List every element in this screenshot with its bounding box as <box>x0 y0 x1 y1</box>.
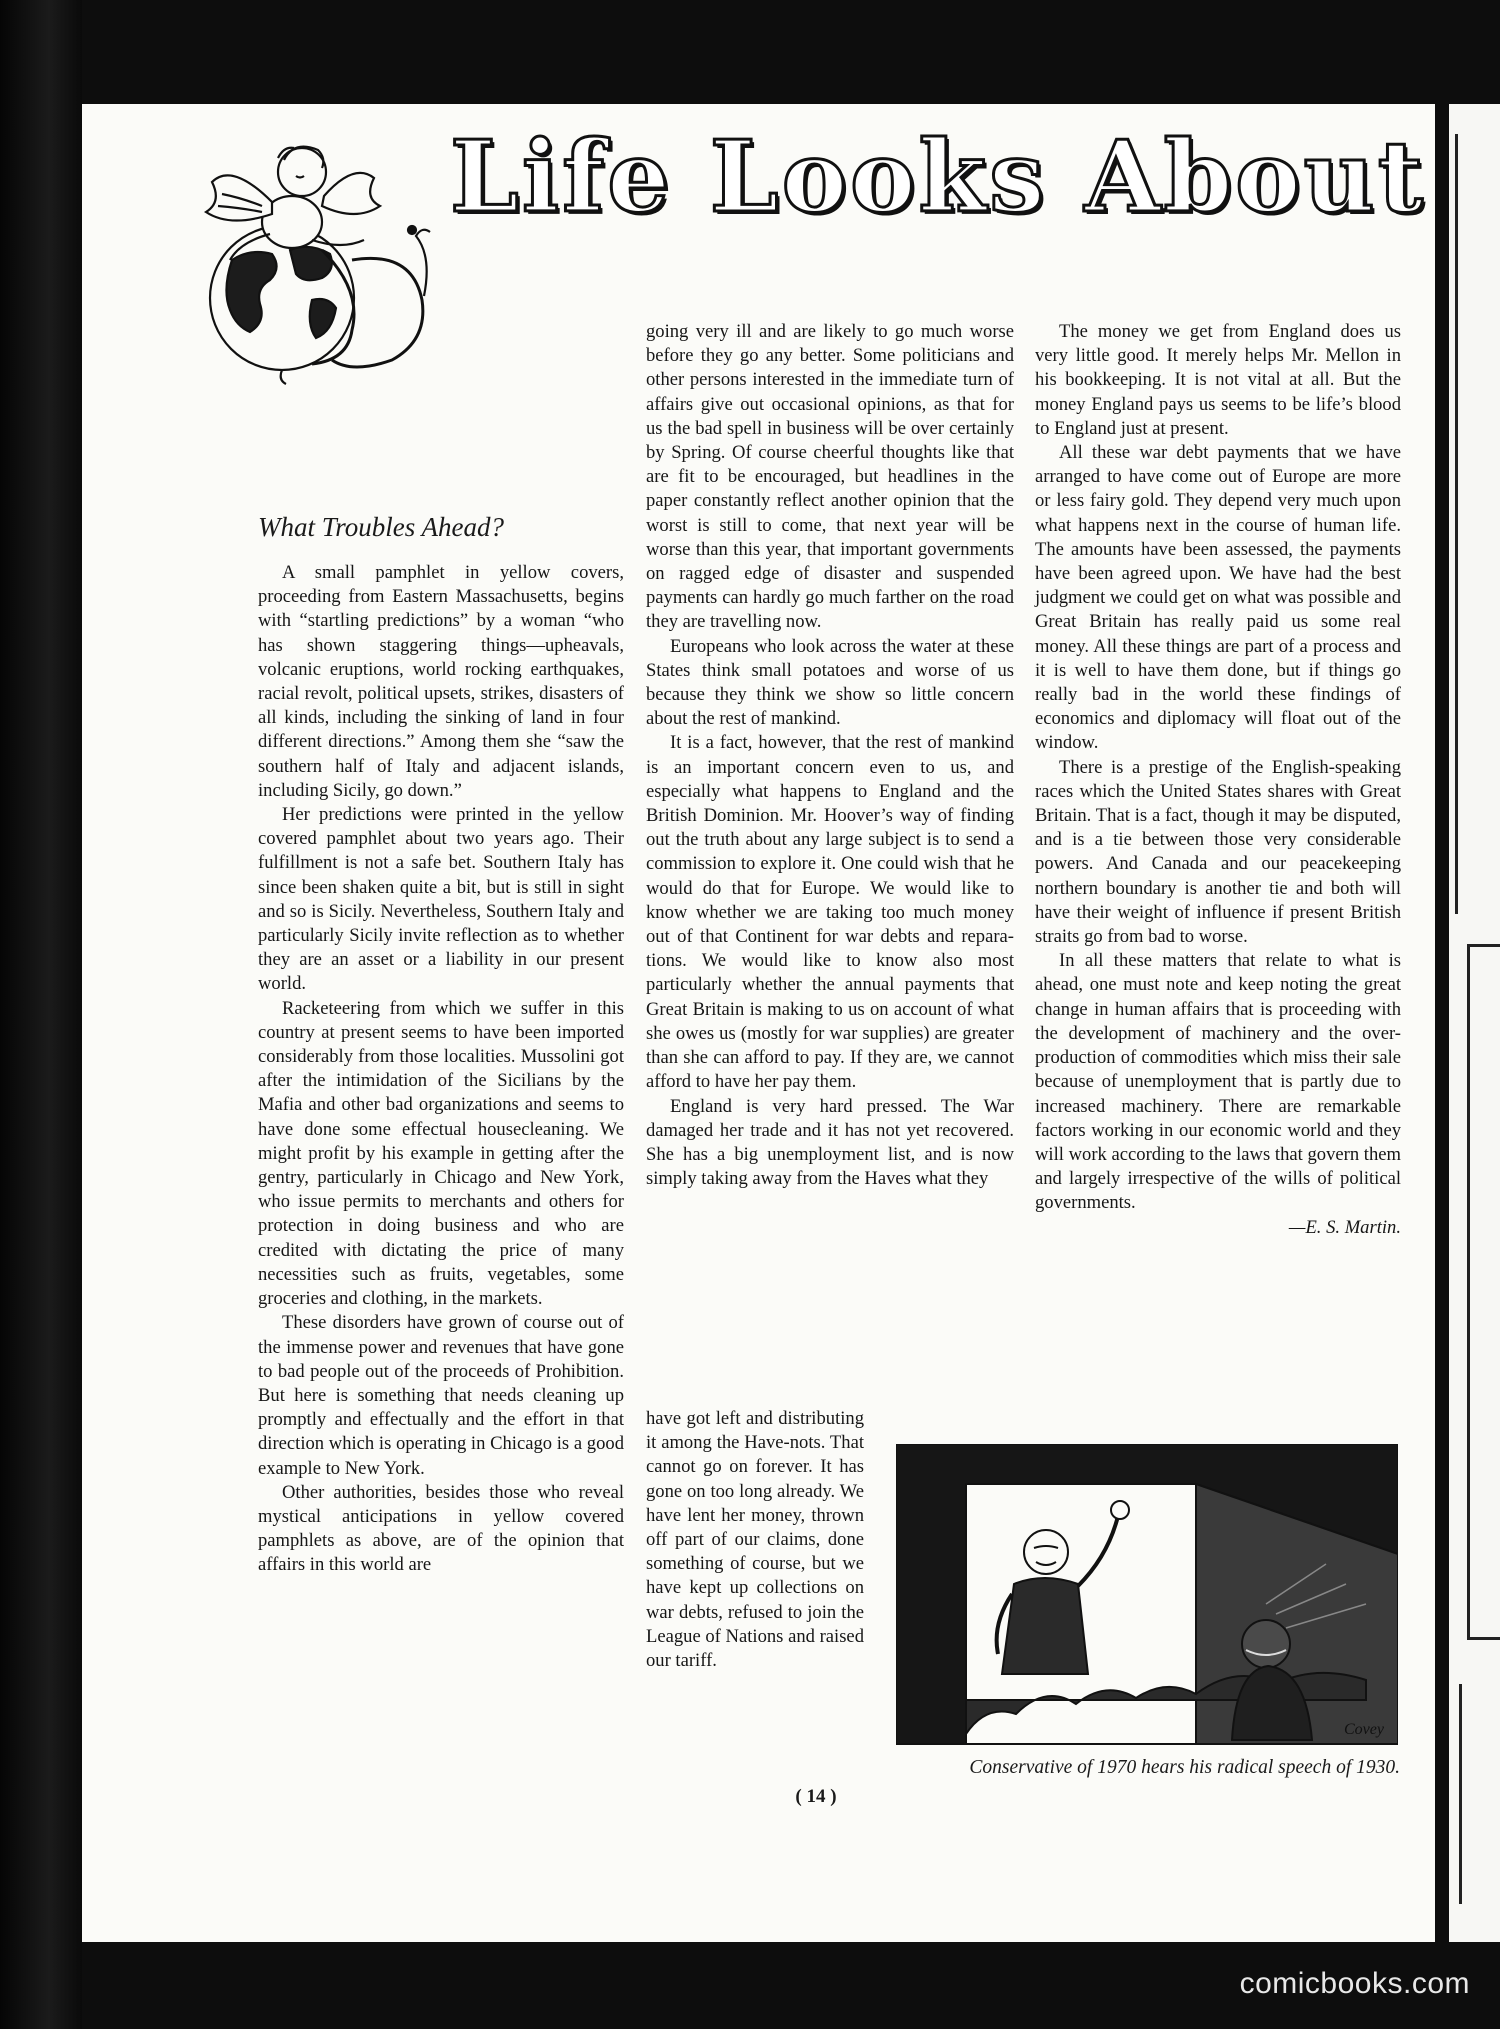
paragraph: Her predictions were printed in the yellow covered pamphlet about two years ago. Their fulfillment is not a safe bet. Southern Italy has since been shaken quite a bit, but is still in sight and so is Sicily. Nevertheless, Southern Italy and particularly Sicily invite reflection as to whether they are an asset or a liability in our present world. <box>258 804 624 995</box>
paragraph: Racketeering from which we suffer in this country at present seems to have been imported considerably from those localities. Mussolini got after the intimidation of the Sicilians by the Mafia and other bad organizations and seems to have done some effectual housecleaning. We might profit by his example in getting after the gentry, particularly in Chicago and New York, who issue permits to merchants and others for protection in doing business and who are credited with dictating the price of many necessities such as fruits, vegetables, some groceries and clothing, in the markets. <box>258 997 624 1310</box>
masthead-title: Life Looks About <box>449 120 1426 235</box>
text-column-1 <box>258 561 624 1578</box>
paragraph: These disorders have grown of course out of the immense power and revenues that have gone to bad people out of the proceeds of Prohibition. But here is something that needs cleaning up promptly and effectually and the effort in that direction which is operating in Chicago is a good example to New York. <box>258 1312 624 1479</box>
cartoon-caption: Conservative of 1970 hears his radical speech of 1930. <box>969 1757 1400 1778</box>
adjacent-page-edge <box>1449 104 1500 1942</box>
paragraph: have got left and distributing it among the Have-nots. That cannot go on forever. It has gone on too long already. We have lent her money, thrown off part of our claims, done something of course, but we have kept up collections on war debts, refused to join the League of Nations and raised our tariff. <box>646 1408 864 1672</box>
paragraph: In all these matters that relate to what is ahead, one must note and keep noting the great change in human affairs that is proceeding with the development of machinery and the over-production of commodities which miss their sale because of unemployment that is partly due to increased machinery. There are remarkable factors working in our economic world and they will work according to the laws that govern them and largely irrespective of the wills of political governments. <box>1035 950 1401 1214</box>
page-number: ( 14 ) <box>795 1786 837 1807</box>
paragraph: Europeans who look across the water at these States think small potatoes and worse of us because they think we show so little concern about the rest of mankind. <box>646 635 1014 730</box>
watermark: comicbooks.com <box>1239 1967 1470 2000</box>
text-column-3 <box>1035 320 1401 1240</box>
text-column-2 <box>646 320 1014 1191</box>
paragraph: The money we get from England does us very little good. It merely helps Mr. Mellon in his bookkeeping. It is not vital at all. But the money England pays us seems to be life’s blood to England just at present. <box>1035 321 1401 439</box>
artist-signature: Covey <box>1344 1721 1384 1738</box>
article-subhead: What Troubles Ahead? <box>258 512 505 542</box>
paragraph: A small pamphlet in yellow covers, proceeding from Eastern Massachusetts, begins with “startling predictions” by a woman “who has shown staggering things—upheavals, volcanic eruptions, world rocking earthquakes, racial revolt, political upsets, strikes, disasters of all kinds, including the sinking of land in four different directions.” Among them she “saw the southern half of Italy and adjacent islands, including Sicily, go down.” <box>258 562 624 801</box>
author-signature: —E. S. Martin. <box>1288 1216 1401 1238</box>
paragraph: Other authorities, besides those who reveal mystical anticipations in yellow covered pamphlets as above, are of the opinion that affairs in this world are <box>258 1481 624 1576</box>
text-column-2-continued <box>646 1407 864 1673</box>
paragraph: There is a prestige of the English-speaking races which the United States shares with Great Britain. That is a fact, though it may be disputed, and is a tie between those very considerable powers. And Canada and our peacekeeping northern boundary is another tie and both will have their weight of influence if present British straits go from bad to worse. <box>1035 756 1401 948</box>
paragraph: All these war debt payments that we have arranged to have come out of Europe are more or less fairy gold. They depend very much upon what happens next in the course of human life. The amounts have been assessed, the payments have been agreed upon. We have had the best judgment we could get on what was possible and Great Britain has really paid us some real money. All these things are part of a process and it is well to have them done, but if things go really bad in the world these findings of economics and diplomacy will float out of the window. <box>1035 442 1401 754</box>
cartoon-illustration <box>896 1444 1398 1754</box>
byline <box>1035 1216 1401 1240</box>
paragraph: It is a fact, however, that the rest of mankind is an important concern even to us, and especially what happens to England and the British Dominion. Mr. Hoover’s way of finding out the truth about any large subject is to send a commission to explore it. One could wish that he would do that for Europe. We would like to know whether we are taking too much money out of that Continent for war debts and reparations. We would like to know also most particularly whether the annual payments that Great Britain is making to us on account of what she owes us (mostly for war supplies) are greater than she can afford to pay. If they are, we cannot afford to have her pay them. <box>646 732 1014 1093</box>
scan-border-left <box>0 0 82 2029</box>
paragraph: going very ill and are likely to go much worse before they go any better. Some politicians and other persons interested in the immediate turn of affairs give out occasional opinions, as that for us the bad spell in business will be over certainly by Spring. Of course cheerful thoughts like that are fit to be encouraged, but headlines in the paper constantly reflect another opinion that the worst is still to come, that next year will be worse than this year, that important governments on ragged edge of disaster and suspended payments can hardly go much farther on the road they are travelling now. <box>646 321 1014 633</box>
paragraph: England is very hard pressed. The War damaged her trade and it has not yet recovered. She has a big unemployment list, and is now simply taking away from the Haves what they <box>646 1095 1014 1190</box>
masthead <box>386 118 1426 238</box>
